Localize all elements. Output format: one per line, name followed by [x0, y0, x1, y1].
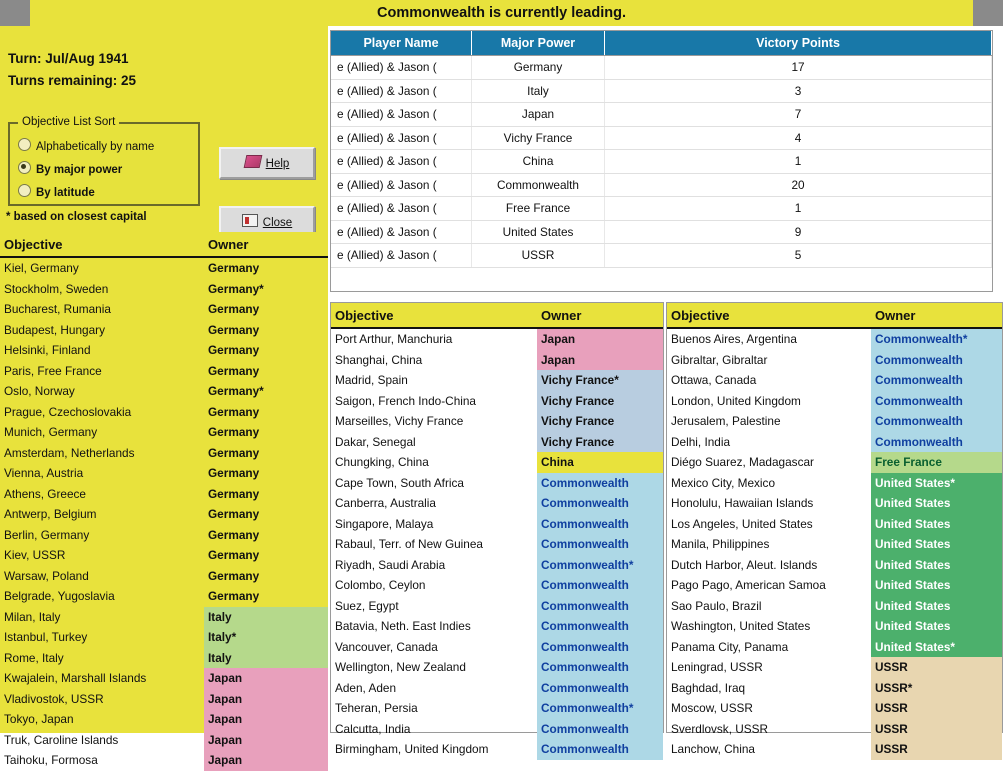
cell-objective: Moscow, USSR [671, 701, 753, 716]
cell-objective: Teheran, Persia [335, 701, 418, 716]
cell-victory-points: 1 [605, 197, 992, 221]
cell-objective: Buenos Aires, Argentina [671, 332, 797, 347]
table-row[interactable] [0, 566, 328, 587]
cell-player-name: e (Allied) & Jason ( [331, 173, 472, 197]
leading-banner [0, 0, 1003, 26]
cell-victory-points: 3 [605, 79, 992, 103]
cell-objective: Paris, Free France [4, 363, 102, 378]
cell-owner: Vichy France* [537, 370, 663, 391]
cell-owner: Germany [204, 463, 328, 484]
table-row[interactable] [331, 616, 663, 637]
cell-objective: Port Arthur, Manchuria [335, 332, 453, 347]
table-row[interactable] [331, 126, 992, 150]
cell-player-name: e (Allied) & Jason ( [331, 103, 472, 127]
table-row[interactable] [331, 575, 663, 596]
cell-owner: Germany [204, 320, 328, 341]
table-row[interactable] [0, 750, 328, 771]
table-row[interactable] [0, 320, 328, 341]
cell-objective: Milan, Italy [4, 609, 61, 624]
cell-victory-points: 9 [605, 220, 992, 244]
cell-objective: Berlin, Germany [4, 527, 90, 542]
cell-owner: Commonwealth [871, 391, 1002, 412]
table-row[interactable] [0, 340, 328, 361]
cell-victory-points: 1 [605, 150, 992, 174]
table-row[interactable] [0, 402, 328, 423]
table-row[interactable] [667, 452, 1002, 473]
table-row[interactable] [667, 637, 1002, 658]
table-row[interactable] [331, 150, 992, 174]
cell-owner: Germany [204, 422, 328, 443]
objective-table-header-row [667, 303, 1002, 328]
table-row[interactable] [667, 328, 1002, 350]
cell-objective: Sao Paulo, Brazil [671, 598, 762, 613]
cell-objective: Pago Pago, American Samoa [671, 578, 826, 593]
cell-objective: Antwerp, Belgium [4, 507, 97, 522]
table-row[interactable] [331, 514, 663, 535]
cell-major-power: Vichy France [472, 126, 605, 150]
cell-objective: Kiel, Germany [4, 261, 79, 276]
table-row[interactable] [331, 173, 992, 197]
cell-owner: Commonwealth [537, 616, 663, 637]
cell-owner: Commonwealth [537, 575, 663, 596]
cell-player-name: e (Allied) & Jason ( [331, 220, 472, 244]
banner-title: Commonwealth is currently leading. [30, 0, 973, 26]
cell-major-power: Japan [472, 103, 605, 127]
cell-owner: Germany [204, 586, 328, 607]
cell-victory-points: 5 [605, 244, 992, 268]
cell-objective: Singapore, Malaya [335, 516, 434, 531]
objective-sort-title: Objective List Sort [18, 116, 119, 128]
cell-owner: Commonwealth [537, 657, 663, 678]
cell-objective: Tokyo, Japan [4, 712, 74, 727]
header-owner: Owner [871, 303, 1002, 328]
cell-owner: Germany* [204, 381, 328, 402]
cell-owner: United States* [871, 637, 1002, 658]
cell-player-name: e (Allied) & Jason ( [331, 56, 472, 80]
table-row[interactable] [0, 463, 328, 484]
cell-objective: Saigon, French Indo-China [335, 393, 476, 408]
cell-objective: Colombo, Ceylon [335, 578, 426, 593]
cell-objective: Bucharest, Rumania [4, 302, 111, 317]
cell-objective: Los Angeles, United States [671, 516, 813, 531]
table-row[interactable] [0, 730, 328, 751]
objective-table-header-row [331, 303, 663, 328]
cell-objective: Belgrade, Yugoslavia [4, 589, 115, 604]
cell-objective: Munich, Germany [4, 425, 98, 440]
cell-owner: Commonwealth [871, 370, 1002, 391]
table-row[interactable] [331, 56, 992, 80]
turns-remaining-label: Turns remaining: 25 [8, 73, 137, 88]
table-row[interactable] [667, 370, 1002, 391]
cell-owner: Commonwealth [537, 678, 663, 699]
cell-objective: Rabaul, Terr. of New Guinea [335, 537, 483, 552]
objective-table [0, 232, 328, 771]
table-row[interactable] [331, 678, 663, 699]
cell-owner: Germany [204, 340, 328, 361]
table-row[interactable] [331, 79, 992, 103]
banner-right-edge [973, 0, 1003, 26]
cell-owner: United States [871, 514, 1002, 535]
header-owner: Owner [537, 303, 663, 328]
cell-player-name: e (Allied) & Jason ( [331, 79, 472, 103]
objective-rows-col3 [667, 328, 1002, 760]
cell-owner: Commonwealth [537, 719, 663, 740]
cell-owner: Italy [204, 648, 328, 669]
table-row[interactable] [667, 350, 1002, 371]
objective-rows-col1 [0, 257, 328, 771]
cell-victory-points: 20 [605, 173, 992, 197]
table-row[interactable] [331, 328, 663, 350]
radio-icon[interactable] [18, 184, 31, 197]
cell-victory-points: 17 [605, 56, 992, 80]
sort-option-label: Alphabetically by name [36, 141, 155, 153]
table-row[interactable] [667, 473, 1002, 494]
table-row[interactable] [0, 545, 328, 566]
table-row[interactable] [331, 220, 992, 244]
cell-objective: Riyadh, Saudi Arabia [335, 557, 446, 572]
table-row[interactable] [0, 484, 328, 505]
table-row[interactable] [331, 555, 663, 576]
table-row[interactable] [667, 411, 1002, 432]
table-row[interactable] [331, 452, 663, 473]
table-row[interactable] [331, 432, 663, 453]
help-button-label: Help [265, 158, 290, 170]
table-row[interactable] [0, 381, 328, 402]
table-row[interactable] [0, 443, 328, 464]
table-row[interactable] [331, 370, 663, 391]
cell-player-name: e (Allied) & Jason ( [331, 126, 472, 150]
cell-objective: Manila, Philippines [671, 537, 770, 552]
cell-owner: Germany [204, 402, 328, 423]
table-row[interactable] [0, 627, 328, 648]
cell-objective: Amsterdam, Netherlands [4, 445, 135, 460]
table-row[interactable] [667, 555, 1002, 576]
table-row[interactable] [331, 103, 992, 127]
victory-points-table [331, 31, 992, 268]
cell-objective: Kiev, USSR [4, 548, 66, 563]
cell-objective: Cape Town, South Africa [335, 475, 464, 490]
cell-objective: Wellington, New Zealand [335, 660, 466, 675]
cell-owner: Commonwealth* [537, 698, 663, 719]
cell-owner: USSR [871, 719, 1002, 740]
table-row[interactable] [0, 689, 328, 710]
header-victory-points: Victory Points [605, 31, 992, 56]
exit-door-icon [242, 214, 258, 227]
table-row[interactable] [331, 534, 663, 555]
cell-objective: Delhi, India [671, 434, 731, 449]
cell-player-name: e (Allied) & Jason ( [331, 197, 472, 221]
cell-owner: Vichy France [537, 411, 663, 432]
cell-owner: Commonwealth [537, 473, 663, 494]
cell-owner: United States* [871, 473, 1002, 494]
cell-owner: United States [871, 493, 1002, 514]
cell-objective: Batavia, Neth. East Indies [335, 619, 471, 634]
cell-victory-points: 7 [605, 103, 992, 127]
objective-sort-group [8, 116, 200, 206]
cell-objective: Stockholm, Sweden [4, 281, 109, 296]
radio-icon[interactable] [18, 138, 31, 151]
cell-owner: Japan [204, 689, 328, 710]
cell-objective: Birmingham, United Kingdom [335, 742, 489, 757]
cell-objective: Sverdlovsk, USSR [671, 721, 769, 736]
cell-major-power: Commonwealth [472, 173, 605, 197]
table-row[interactable] [667, 657, 1002, 678]
table-row[interactable] [667, 596, 1002, 617]
header-objective: Objective [331, 303, 537, 328]
cell-owner: Commonwealth* [871, 328, 1002, 350]
cell-major-power: Italy [472, 79, 605, 103]
cell-owner: USSR [871, 657, 1002, 678]
table-row[interactable] [0, 586, 328, 607]
cell-owner: Germany [204, 443, 328, 464]
cell-owner: USSR [871, 698, 1002, 719]
table-row[interactable] [0, 607, 328, 628]
cell-objective: Rome, Italy [4, 650, 64, 665]
victory-table-header-row [331, 31, 992, 56]
table-row[interactable] [331, 698, 663, 719]
cell-objective: Vladivostok, USSR [4, 691, 104, 706]
sort-option-label: By major power [36, 164, 123, 176]
sort-option-latitude[interactable] [18, 184, 95, 202]
cell-major-power: China [472, 150, 605, 174]
victory-points-panel[interactable] [330, 30, 993, 292]
left-control-panel [0, 26, 328, 768]
cell-objective: Dakar, Senegal [335, 434, 416, 449]
objective-list-column-2[interactable] [330, 302, 664, 757]
cell-objective: Warsaw, Poland [4, 568, 89, 583]
cell-owner: United States [871, 534, 1002, 555]
cell-owner: Germany [204, 361, 328, 382]
header-objective: Objective [667, 303, 871, 328]
table-row[interactable] [0, 525, 328, 546]
table-row[interactable] [0, 648, 328, 669]
cell-objective: Lanchow, China [671, 742, 755, 757]
table-row[interactable] [331, 244, 992, 268]
cell-owner: Germany [204, 566, 328, 587]
table-row[interactable] [667, 391, 1002, 412]
header-player-name: Player Name [331, 31, 472, 56]
cell-objective: Athens, Greece [4, 486, 86, 501]
cell-objective: Kwajalein, Marshall Islands [4, 671, 147, 686]
sort-option-label: By latitude [36, 187, 95, 199]
table-row[interactable] [331, 391, 663, 412]
cell-owner: Commonwealth [871, 350, 1002, 371]
cell-owner: Commonwealth [537, 514, 663, 535]
cell-objective: Prague, Czechoslovakia [4, 404, 132, 419]
close-button-label: Close [262, 217, 293, 229]
objective-list-column-1[interactable] [0, 232, 328, 768]
cell-objective: Baghdad, Iraq [671, 680, 746, 695]
table-row[interactable] [331, 739, 663, 760]
header-major-power: Major Power [472, 31, 605, 56]
header-objective: Objective [0, 232, 204, 257]
cell-owner: Germany [204, 545, 328, 566]
cell-objective: Dutch Harbor, Aleut. Islands [671, 557, 818, 572]
cell-objective: Jerusalem, Palestine [671, 414, 781, 429]
cell-objective: Oslo, Norway [4, 384, 75, 399]
cell-objective: Shanghai, China [335, 352, 423, 367]
cell-objective: London, United Kingdom [671, 393, 801, 408]
table-row[interactable] [331, 493, 663, 514]
cell-objective: Leningrad, USSR [671, 660, 763, 675]
cell-owner: Germany [204, 484, 328, 505]
table-row[interactable] [667, 739, 1002, 760]
table-row[interactable] [0, 709, 328, 730]
cell-owner: China [537, 452, 663, 473]
cell-major-power: United States [472, 220, 605, 244]
victory-rows [331, 56, 992, 268]
cell-owner: Japan [537, 350, 663, 371]
closest-capital-note: * based on closest capital [6, 211, 147, 223]
cell-player-name: e (Allied) & Jason ( [331, 244, 472, 268]
turn-info [8, 48, 136, 92]
cell-objective: Honolulu, Hawaiian Islands [671, 496, 814, 511]
table-row[interactable] [667, 719, 1002, 740]
cell-owner: Japan [204, 750, 328, 771]
table-row[interactable] [0, 299, 328, 320]
table-row[interactable] [331, 719, 663, 740]
help-icon [243, 155, 262, 168]
table-row[interactable] [331, 596, 663, 617]
cell-major-power: Germany [472, 56, 605, 80]
objective-table-header-row [0, 232, 328, 257]
cell-owner: United States [871, 575, 1002, 596]
cell-owner: USSR [871, 739, 1002, 760]
cell-victory-points: 4 [605, 126, 992, 150]
banner-left-edge [0, 0, 30, 26]
cell-owner: Commonwealth [871, 411, 1002, 432]
table-row[interactable] [331, 657, 663, 678]
table-row[interactable] [0, 257, 328, 279]
cell-player-name: e (Allied) & Jason ( [331, 150, 472, 174]
cell-objective: Suez, Egypt [335, 598, 399, 613]
objective-table [667, 303, 1002, 760]
cell-owner: Japan [204, 730, 328, 751]
cell-owner: Vichy France [537, 391, 663, 412]
cell-major-power: USSR [472, 244, 605, 268]
table-row[interactable] [667, 493, 1002, 514]
cell-objective: Ottawa, Canada [671, 373, 757, 388]
cell-objective: Vancouver, Canada [335, 639, 438, 654]
cell-owner: Free France [871, 452, 1002, 473]
cell-owner: Commonwealth [871, 432, 1002, 453]
table-row[interactable] [667, 514, 1002, 535]
cell-owner: Italy* [204, 627, 328, 648]
table-row[interactable] [0, 668, 328, 689]
cell-owner: USSR* [871, 678, 1002, 699]
cell-owner: Commonwealth [537, 596, 663, 617]
cell-owner: Japan [537, 328, 663, 350]
cell-owner: Commonwealth [537, 534, 663, 555]
table-row[interactable] [331, 411, 663, 432]
cell-owner: Japan [204, 668, 328, 689]
cell-objective: Gibraltar, Gibraltar [671, 352, 768, 367]
cell-owner: Commonwealth* [537, 555, 663, 576]
table-row[interactable] [667, 575, 1002, 596]
table-row[interactable] [331, 350, 663, 371]
cell-owner: Italy [204, 607, 328, 628]
cell-owner: United States [871, 555, 1002, 576]
cell-objective: Washington, United States [671, 619, 811, 634]
table-row[interactable] [667, 616, 1002, 637]
table-row[interactable] [331, 197, 992, 221]
cell-owner: Commonwealth [537, 739, 663, 760]
cell-owner: United States [871, 616, 1002, 637]
sort-option-alphabetical[interactable] [18, 138, 154, 156]
header-owner: Owner [204, 232, 328, 257]
cell-objective: Canberra, Australia [335, 496, 436, 511]
cell-owner: Commonwealth [537, 493, 663, 514]
cell-owner: Commonwealth [537, 637, 663, 658]
table-row[interactable] [0, 422, 328, 443]
table-row[interactable] [0, 504, 328, 525]
cell-objective: Marseilles, Vichy France [335, 414, 464, 429]
cell-objective: Calcutta, India [335, 721, 411, 736]
turn-label: Turn: Jul/Aug 1941 [8, 51, 129, 66]
cell-objective: Taihoku, Formosa [4, 753, 98, 768]
cell-objective: Diégo Suarez, Madagascar [671, 455, 814, 470]
cell-major-power: Free France [472, 197, 605, 221]
objective-list-column-3[interactable] [666, 302, 1003, 757]
objective-rows-col2 [331, 328, 663, 760]
table-row[interactable] [667, 432, 1002, 453]
cell-objective: Vienna, Austria [4, 466, 84, 481]
table-row[interactable] [667, 698, 1002, 719]
table-row[interactable] [667, 534, 1002, 555]
cell-objective: Madrid, Spain [335, 373, 408, 388]
cell-objective: Aden, Aden [335, 680, 397, 695]
cell-owner: Germany [204, 504, 328, 525]
cell-objective: Helsinki, Finland [4, 343, 91, 358]
cell-owner: Germany* [204, 279, 328, 300]
table-row[interactable] [667, 678, 1002, 699]
cell-owner: United States [871, 596, 1002, 617]
table-row[interactable] [331, 637, 663, 658]
cell-objective: Truk, Caroline Islands [4, 732, 119, 747]
cell-objective: Panama City, Panama [671, 639, 789, 654]
radio-icon[interactable] [18, 161, 31, 174]
cell-objective: Mexico City, Mexico [671, 475, 776, 490]
cell-owner: Germany [204, 299, 328, 320]
cell-objective: Istanbul, Turkey [4, 630, 88, 645]
cell-objective: Budapest, Hungary [4, 322, 105, 337]
cell-owner: Japan [204, 709, 328, 730]
help-button[interactable] [219, 147, 315, 179]
table-row[interactable] [0, 279, 328, 300]
cell-objective: Chungking, China [335, 455, 429, 470]
table-row[interactable] [0, 361, 328, 382]
cell-owner: Germany [204, 525, 328, 546]
cell-owner: Germany [204, 257, 328, 279]
table-row[interactable] [331, 473, 663, 494]
objective-table [331, 303, 663, 760]
cell-owner: Vichy France [537, 432, 663, 453]
sort-option-major-power[interactable] [18, 161, 122, 179]
